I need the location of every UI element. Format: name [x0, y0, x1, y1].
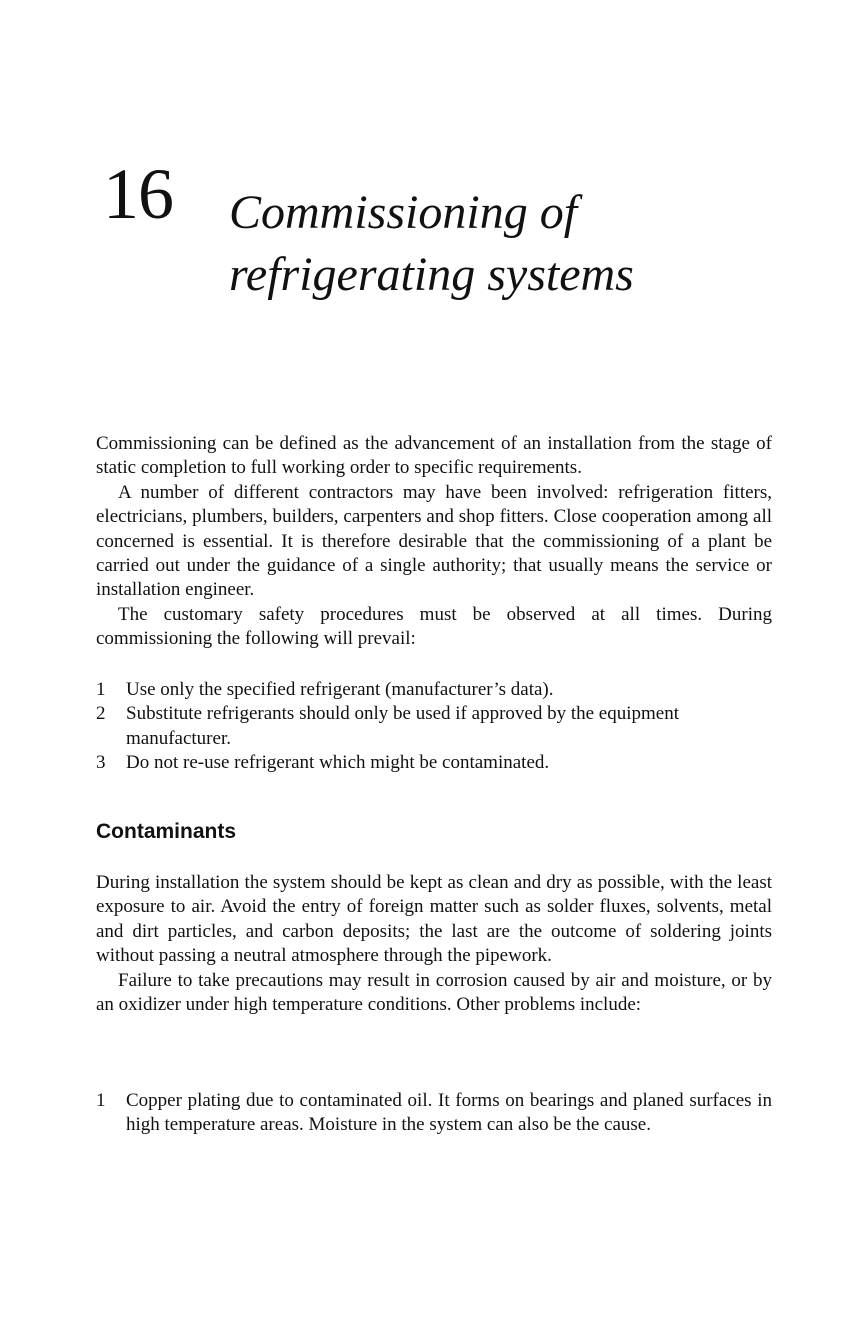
- section-heading-contaminants: Contaminants: [96, 820, 237, 843]
- list-item-number: 1: [96, 679, 106, 700]
- contaminants-paragraph-2: Failure to take precautions may result in corrosion caused by air and moisture, or by an oxidizer under high temperature conditions. Other problems include:: [96, 969, 772, 1016]
- list-item-text: Copper plating due to contaminated oil. It forms on bearings and planed surfaces in high temperature areas. Moisture in the system can also be the cause.: [126, 1090, 772, 1136]
- list-item-text: Substitute refrigerants should only be used if approved by the equipment manufacturer.: [126, 703, 679, 749]
- chapter-title: [229, 182, 634, 306]
- contaminant-problems-list: [96, 1089, 772, 1138]
- list-item-text: Use only the specified refrigerant (manufacturer’s data).: [126, 679, 554, 700]
- contaminants-text: [96, 871, 772, 1017]
- chapter-title-line-2: refrigerating systems: [229, 248, 634, 301]
- intro-paragraph-3: The customary safety procedures must be observed at all times. During commissioning the following will prevail:: [96, 603, 772, 650]
- list-item: [96, 702, 772, 751]
- intro-paragraph-1: Commissioning can be defined as the advancement of an installation from the stage of static completion to full working order to specific requirements.: [96, 433, 772, 479]
- chapter-number: 16: [103, 154, 173, 234]
- list-item-number: 2: [96, 703, 106, 725]
- safety-procedures-list: [96, 678, 772, 776]
- intro-text: [96, 432, 772, 652]
- list-item-text: Do not re-use refrigerant which might be contaminated.: [126, 752, 550, 774]
- intro-paragraph-2: A number of different contractors may have been involved: refrigeration fitters, electricians, plumbers, builders, carpenters and shop fitters. Close cooperation among all concerned is essential. It is therefore desirable that the commissioning of a plant be carried out under the guidance of a single authority; that usually means the service or installation engineer.: [96, 481, 772, 601]
- list-item: [96, 751, 772, 775]
- chapter-title-line-1: Commissioning of: [229, 186, 578, 239]
- list-item-number: 1: [96, 1090, 106, 1111]
- list-item-number: 3: [96, 752, 106, 774]
- list-item: [96, 678, 772, 702]
- list-item: [96, 1089, 772, 1138]
- contaminants-paragraph-1: During installation the system should be kept as clean and dry as possible, with the least exposure to air. Avoid the entry of foreign matter such as solder fluxes, solvents, metal and dirt particles, and carbon deposits; the last are the outcome of soldering joints without passing a neutral atmosphere through the pipework.: [96, 872, 772, 967]
